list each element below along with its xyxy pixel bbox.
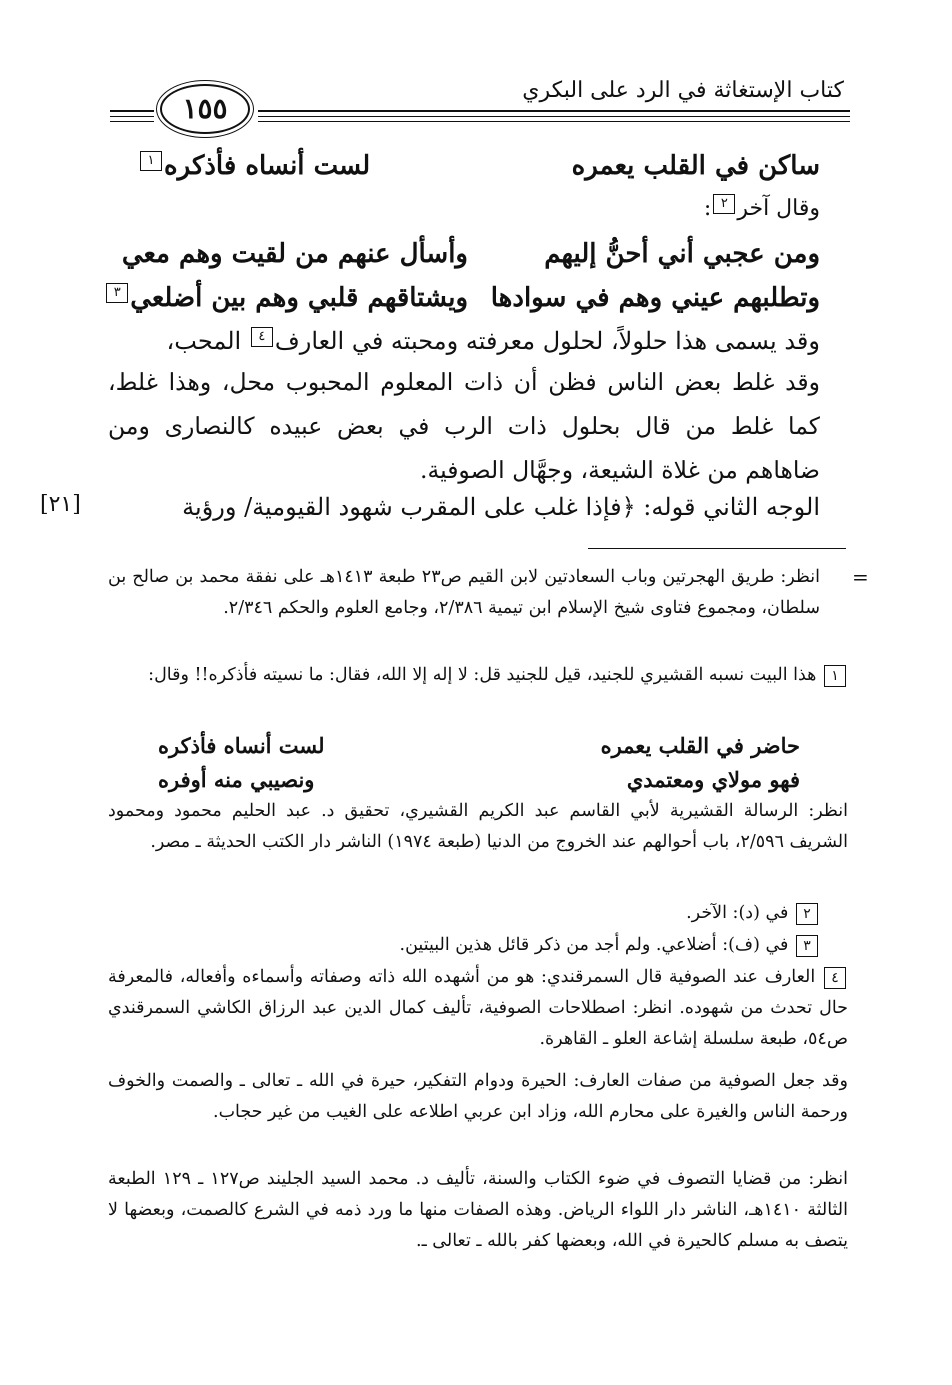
verse-2-right: ومن عجبي أني أحنُّ إليهم bbox=[544, 239, 820, 269]
intro-colon: : bbox=[703, 196, 712, 221]
footnote-verse-1-left: لست أنساه فأذكره bbox=[158, 733, 325, 758]
footnote-2-text: في (د): الآخر. bbox=[686, 903, 789, 923]
verse-3-right: وتطلبهم عيني وهم في سوادها bbox=[490, 283, 820, 313]
intro-line bbox=[108, 186, 820, 232]
header-rule-right-2 bbox=[258, 116, 850, 117]
footnote-ref-4[interactable]: ٤ bbox=[251, 327, 273, 347]
footnote-verse-1 bbox=[108, 728, 820, 764]
header-rule-right bbox=[258, 110, 850, 112]
footnote-3-text: في (ف): أضلاعي. ولم أجد من ذكر قائل هذين البيتين. bbox=[399, 935, 789, 955]
footnote-1 bbox=[108, 660, 848, 691]
verse-2 bbox=[108, 230, 820, 278]
para-1-text-b: المحب، bbox=[166, 327, 249, 355]
footnote-1-number: ١ bbox=[824, 665, 846, 687]
footnote-3-number: ٣ bbox=[796, 935, 818, 957]
para-2: الوجه الثاني قوله: ﴿فإذا غلب على المقرب شهود القيومية/ ورؤية bbox=[182, 493, 820, 521]
para-1-text-a: وقد يسمى هذا حلولاً، لحلول معرفته ومحبته في العارف bbox=[274, 327, 820, 355]
footnote-4-text: العارف عند الصوفية قال السمرقندي: هو من أشهده الله ذاته وصفاته وأسماءه وأفعاله، فالمعرفة حال تحدث من شهوده. انظر: اصطلاحات الصوفية، تأليف كمال الدين عبد الرزاق الكاشي السمرقندي ص٥٤، طبعة سلسلة إشاعة العلو ـ القاهرة. bbox=[108, 967, 848, 1049]
footnote-4-para-2: وقد جعل الصوفية من صفات العارف: الحيرة ودوام التفكير، حيرة في الله ـ تعالى ـ والصمت والخوف ورحمة الناس والغيرة على محارم الله، وزاد ابن عربي اطلاعه على الغيب من غير حجاب. bbox=[108, 1071, 848, 1122]
footnote-continuation: انظر: طريق الهجرتين وباب السعادتين لابن القيم ص٢٣ طبعة ١٤١٣هـ على نفقة محمد بن صالح بن سلطان، ومجموع فتاوى شيخ الإسلام ابن تيمية ٢/٣٨٦، وجامع العلوم والحكم ٢/٣٤٦. bbox=[108, 567, 820, 618]
header-rule-left bbox=[110, 110, 154, 112]
page-number: ١٥٥ bbox=[160, 84, 250, 134]
verse-1 bbox=[108, 142, 820, 190]
footnote-1-text: هذا البيت نسبه القشيري للجنيد، قيل للجنيد قل: لا إله إلا الله، فقال: ما نسيته فأذكره!! وقال: bbox=[148, 665, 817, 685]
continuation-mark: = bbox=[852, 565, 869, 589]
footnote-verse-2-right: فهو مولاي ومعتمدي bbox=[626, 767, 800, 792]
header-rule-left-2 bbox=[110, 116, 154, 117]
footnote-4-para-3: انظر: من قضايا التصوف في ضوء الكتاب والسنة، تأليف د. محمد السيد الجليند ص١٢٧ ـ ١٢٩ الطبعة الثالثة ١٤١٠هـ، الناشر دار اللواء الرياض. وهذه الصفات منها ما ورد ذمه في الشرع كالصمت، وبعضها لا يتصف به مسلم كالحيرة في الله، وبعضها كفر بالله ـ تعالى ـ. bbox=[108, 1169, 849, 1251]
header-rule-right-3 bbox=[258, 121, 850, 122]
footnote-verse-2 bbox=[108, 762, 820, 798]
footnote-ref-3[interactable]: ٣ bbox=[106, 283, 128, 303]
verse-1-left-text: لست أنساه فأذكره bbox=[164, 151, 371, 181]
footnote-verse-1-right: حاضر في القلب يعمره bbox=[600, 733, 800, 758]
header-rule-left-3 bbox=[110, 121, 154, 122]
verse-2-left: وأسأل عنهم من لقيت وهم معي bbox=[121, 239, 468, 269]
para-1-rest: وقد غلط بعض الناس فظن أن ذات المعلوم المحبوب محل، وهذا غلط، كما غلط من قال بحلول ذات الرب في بعض عبيده كالنصارى ومن ضاهاهم من غلاة الشيعة، وجهَّال الصوفية. bbox=[108, 368, 820, 484]
running-title: كتاب الإستغاثة في الرد على البكري bbox=[522, 78, 844, 103]
verse-1-left bbox=[138, 142, 468, 190]
footnote-4 bbox=[108, 962, 848, 1055]
footnote-2 bbox=[108, 898, 820, 929]
verse-3-left-text: ويشتاقهم قلبي وهم بين أضلعي bbox=[130, 283, 468, 313]
footnote-ref-1[interactable]: ١ bbox=[140, 151, 162, 171]
para-1-first-line bbox=[108, 318, 820, 364]
intro-text: وقال آخر bbox=[737, 196, 820, 221]
footnote-1-reference: انظر: الرسالة القشيرية لأبي القاسم عبد الكريم القشيري، تحقيق د. عبد الحليم محمود ومحمود الشريف ٢/٥٩٦، باب أحوالهم عند الخروج من الدنيا (طبعة ١٩٧٤) الناشر دار الكتب الحديثة ـ مصر. bbox=[108, 801, 848, 852]
footnote-4-number: ٤ bbox=[824, 967, 846, 989]
footnote-2-number: ٢ bbox=[796, 903, 818, 925]
verse-1-right: ساكن في القلب يعمره bbox=[571, 151, 820, 181]
footnote-separator bbox=[588, 548, 846, 549]
verse-3 bbox=[108, 274, 820, 322]
footnote-verse-2-left: ونصيبي منه أوفره bbox=[158, 767, 315, 792]
footnote-ref-2[interactable]: ٢ bbox=[713, 194, 735, 214]
manuscript-marker: [٢١] bbox=[40, 492, 81, 517]
verse-3-left bbox=[113, 274, 468, 322]
footnote-3 bbox=[108, 930, 820, 961]
